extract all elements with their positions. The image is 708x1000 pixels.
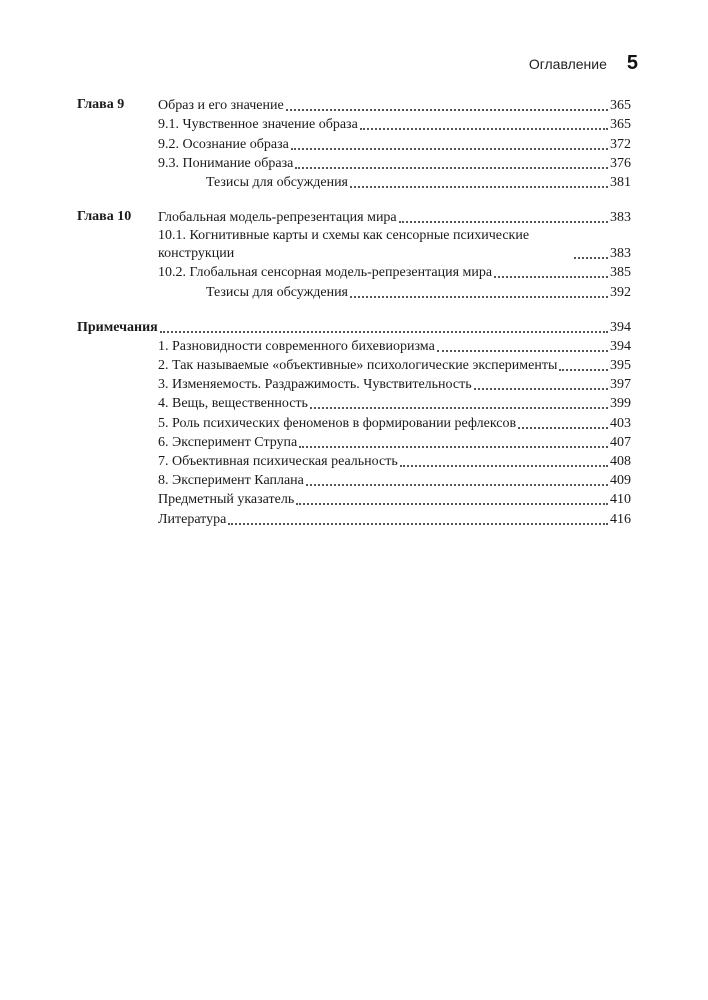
entry-title: 10.2. Глобальная сенсорная модель-репрезентация мира <box>158 265 493 281</box>
dot-leader <box>518 427 608 429</box>
dot-leader <box>299 446 608 448</box>
toc-entry[interactable] <box>158 227 631 263</box>
notes-label: Примечания <box>77 319 158 335</box>
entry-page: 376 <box>610 155 631 171</box>
toc-chapter-10 <box>77 208 631 302</box>
entry-title: Тезисы для обсуждения <box>206 284 348 300</box>
toc-chapter-9 <box>77 96 631 192</box>
toc-entry[interactable] <box>158 452 631 471</box>
entry-title: 5. Роль психических феноменов в формировании рефлексов <box>158 415 517 431</box>
entry-title: 1. Разновидности современного бихевиоризма <box>158 338 435 354</box>
toc-entry[interactable] <box>158 356 631 375</box>
entry-page: 399 <box>610 396 631 412</box>
entry-title: 10.1. Когнитивные карты и схемы как сенсорные психические конструкции <box>158 228 530 262</box>
running-title: Оглавление <box>528 56 607 72</box>
dot-leader <box>399 221 608 223</box>
dot-leader <box>350 296 608 298</box>
entry-title: 8. Эксперимент Каплана <box>158 473 304 489</box>
toc-entry[interactable] <box>158 282 631 301</box>
entry-page: 409 <box>610 473 631 489</box>
entry-page: 383 <box>610 246 631 262</box>
entry-page: 416 <box>610 511 631 527</box>
entry-title: Литература <box>158 511 227 527</box>
dot-leader <box>360 128 608 130</box>
dot-leader <box>474 388 608 390</box>
toc-entry[interactable] <box>158 115 631 134</box>
page-header <box>529 52 638 75</box>
entry-title: 4. Вещь, вещественность <box>158 396 308 412</box>
toc-entry[interactable] <box>158 134 631 153</box>
chapter-label: Глава 9 <box>77 97 125 112</box>
entry-title: 3. Изменяемость. Раздражимость. Чувствительность <box>158 377 472 393</box>
dot-leader <box>296 503 608 505</box>
entry-page: 397 <box>610 377 631 393</box>
entry-title: 2. Так называемые «объективные» психологические эксперименты <box>158 358 558 374</box>
toc-entry[interactable] <box>158 96 631 115</box>
dot-leader <box>574 257 608 259</box>
dot-leader <box>437 350 608 352</box>
entry-title: Глобальная модель-репрезентация мира <box>158 210 397 226</box>
entry-title: Тезисы для обсуждения <box>206 174 348 190</box>
toc-entry[interactable] <box>158 413 631 432</box>
entry-page: 394 <box>610 338 631 354</box>
toc-entry[interactable] <box>158 490 631 509</box>
toc-notes <box>77 318 631 529</box>
dot-leader <box>291 148 608 150</box>
entry-page: 365 <box>610 117 631 133</box>
toc-entry[interactable] <box>158 375 631 394</box>
entry-page: 385 <box>610 265 631 281</box>
entry-page: 381 <box>610 174 631 190</box>
entry-title: 9.3. Понимание образа <box>158 155 294 171</box>
entry-title: 9.1. Чувственное значение образа <box>158 117 358 133</box>
entry-title: Образ и его значение <box>158 98 284 114</box>
entry-title: 9.2. Осознание образа <box>158 136 289 152</box>
entry-page: 383 <box>610 210 631 226</box>
entry-page: 407 <box>610 434 631 450</box>
entry-page: 403 <box>610 415 631 431</box>
toc-entry[interactable] <box>77 318 631 337</box>
dot-leader <box>310 407 608 409</box>
dot-leader <box>228 523 608 525</box>
entry-page: 365 <box>610 98 631 114</box>
entry-title: Предметный указатель <box>158 492 295 508</box>
entry-page: 372 <box>610 136 631 152</box>
toc-entry[interactable] <box>158 433 631 452</box>
dot-leader <box>306 484 608 486</box>
dot-leader <box>494 276 608 278</box>
dot-leader <box>295 167 608 169</box>
dot-leader <box>286 109 608 111</box>
table-of-contents <box>77 96 631 545</box>
entry-title: 6. Эксперимент Струпа <box>158 434 298 450</box>
toc-entry[interactable] <box>158 509 631 528</box>
chapter-label: Глава 10 <box>77 208 132 224</box>
toc-entry[interactable] <box>158 394 631 413</box>
toc-entry[interactable] <box>158 263 631 282</box>
entry-page: 408 <box>610 454 631 469</box>
entry-page: 395 <box>610 358 631 374</box>
page-number: 5 <box>626 52 638 74</box>
dot-leader <box>400 465 608 467</box>
toc-entry[interactable] <box>158 173 631 192</box>
toc-entry[interactable] <box>158 208 631 227</box>
entry-page: 392 <box>610 284 631 300</box>
dot-leader <box>350 186 608 188</box>
dot-leader <box>559 369 608 371</box>
dot-leader <box>160 331 608 333</box>
entry-page: 410 <box>610 492 631 508</box>
toc-entry[interactable] <box>158 337 631 356</box>
entry-title: 7. Объективная психическая реальность <box>158 454 398 469</box>
toc-entry[interactable] <box>158 471 631 490</box>
toc-entry[interactable] <box>158 154 631 173</box>
entry-page: 394 <box>610 319 631 335</box>
